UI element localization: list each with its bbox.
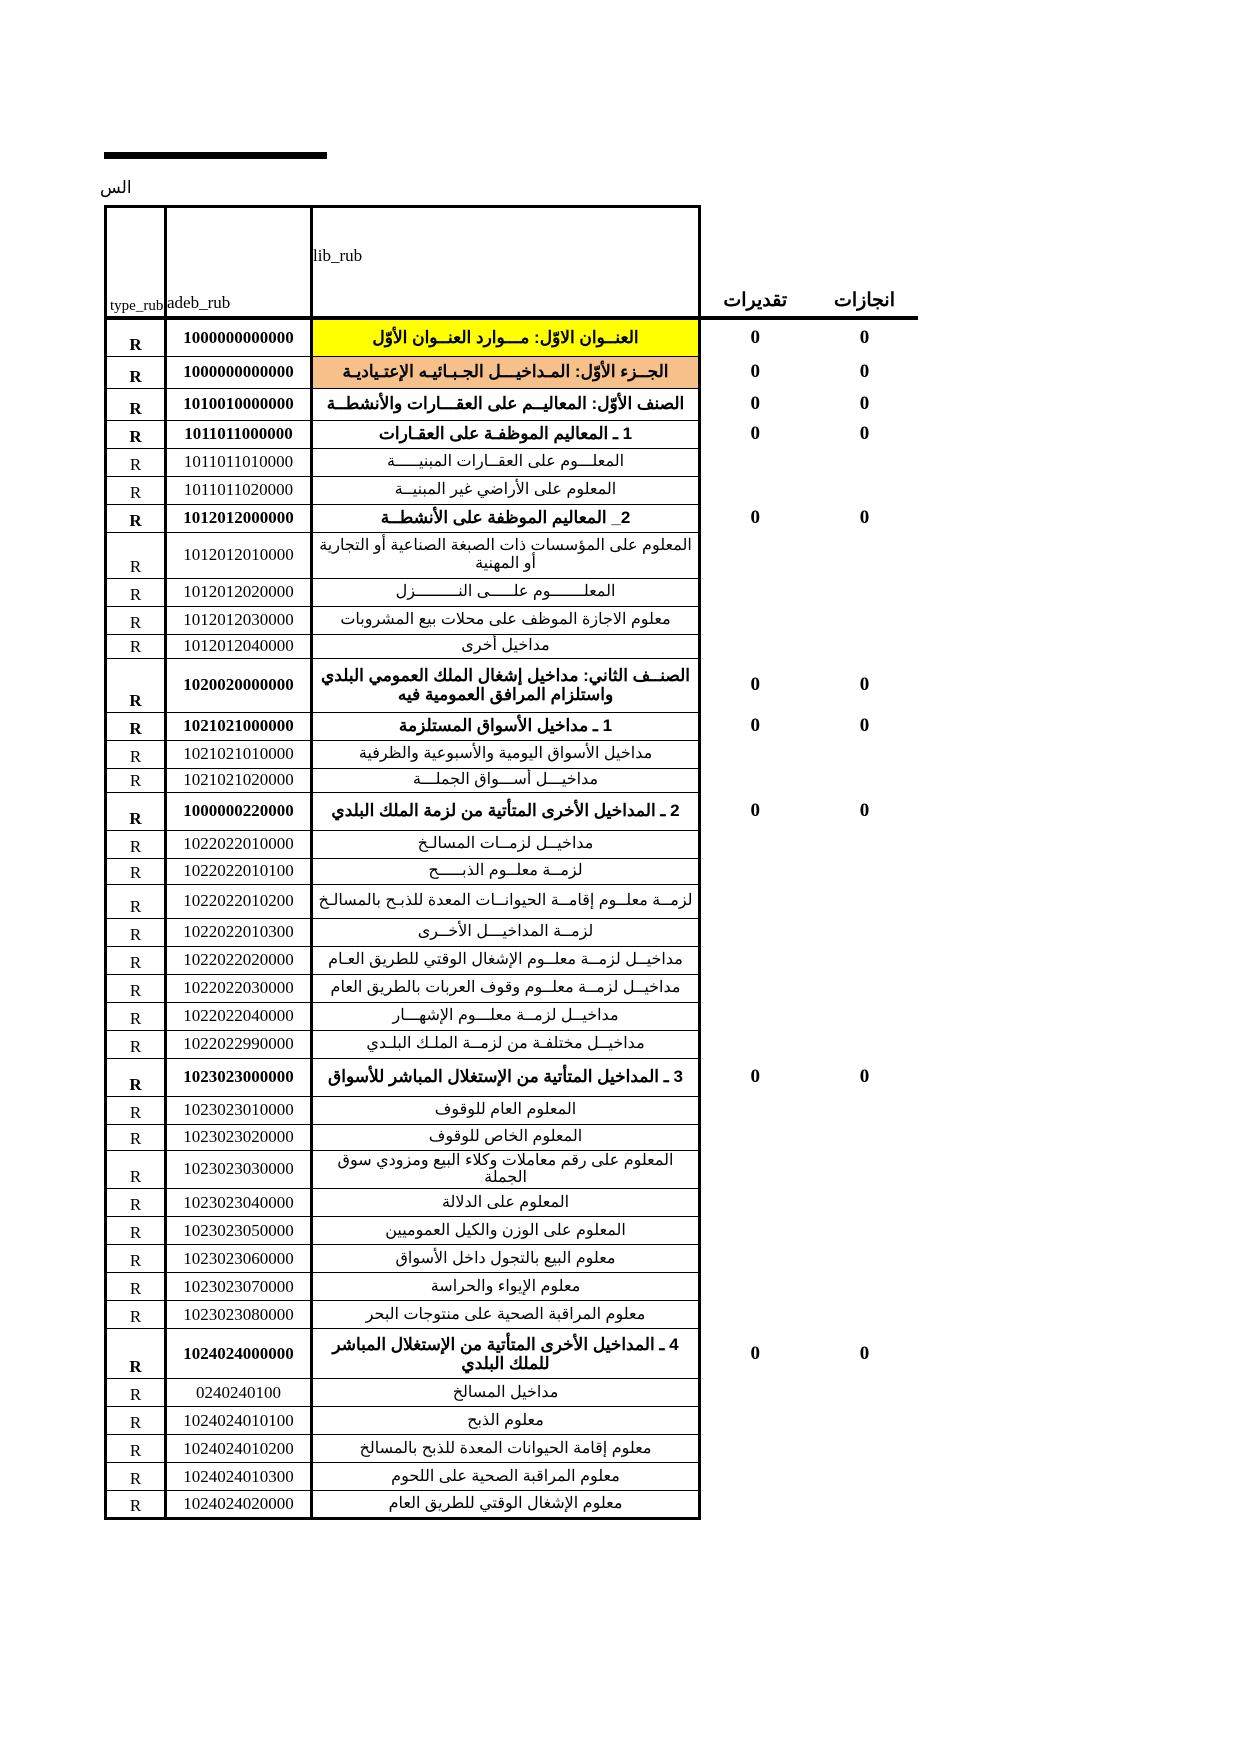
cell-adeb-rub[interactable]: 1022022010100 (166, 858, 312, 884)
table-row[interactable] (106, 740, 919, 768)
cell-taqdirat[interactable] (700, 1245, 810, 1273)
cell-anjazat[interactable]: 0 (859, 715, 870, 736)
cell-anjazat[interactable] (810, 606, 919, 634)
cell-adeb-rub[interactable]: 1024024010100 (166, 1407, 312, 1435)
table-row[interactable] (106, 1407, 919, 1435)
table-row[interactable] (106, 1379, 919, 1407)
cell-type-rub[interactable]: R (106, 1407, 166, 1435)
table-row[interactable] (106, 1329, 919, 1379)
cell-lib-rub[interactable]: معلوم إقامة الحيوانات المعدة للذبح بالمسالخ (312, 1435, 700, 1463)
cell-taqdirat[interactable] (700, 606, 810, 634)
cell-type-rub[interactable]: R (106, 830, 166, 858)
cell-taqdirat[interactable] (700, 1435, 810, 1463)
cell-taqdirat[interactable] (700, 884, 810, 918)
cell-taqdirat[interactable]: 0 (750, 674, 760, 695)
cell-anjazat[interactable] (810, 884, 919, 918)
cell-type-rub[interactable]: R (106, 884, 166, 918)
table-row[interactable] (106, 532, 919, 578)
cell-taqdirat[interactable]: 0 (750, 1066, 760, 1087)
cell-lib-rub[interactable]: الجــزء الأوّل: المـداخيـــل الجـبـائيـه الإعتـياديـة (312, 356, 700, 388)
cell-anjazat[interactable] (810, 1124, 919, 1150)
cell-anjazat[interactable] (810, 830, 919, 858)
cell-anjazat[interactable] (810, 1189, 919, 1217)
cell-lib-rub[interactable]: معلوم البيع بالتجول داخل الأسواق (312, 1245, 700, 1273)
cell-taqdirat[interactable] (700, 1217, 810, 1245)
cell-lib-rub[interactable]: 1 ـ المعاليم الموظفـة على العقـارات (312, 420, 700, 448)
cell-taqdirat[interactable]: 0 (750, 715, 760, 736)
cell-anjazat[interactable] (810, 1407, 919, 1435)
cell-lib-rub[interactable]: 4 ـ المداخيل الأخرى المتأتية من الإستغلال المباشر للملك البلدي (312, 1329, 700, 1379)
cell-adeb-rub[interactable]: 1022022010200 (166, 884, 312, 918)
cell-anjazat[interactable] (810, 532, 919, 578)
cell-lib-rub[interactable]: مداخيــل مختلفـة من لزمــة الملـك البلـدي (312, 1030, 700, 1058)
budget-sheet (104, 205, 918, 1520)
table-row[interactable] (106, 1435, 919, 1463)
cell-taqdirat[interactable] (700, 1463, 810, 1491)
cell-adeb-rub[interactable]: 1023023010000 (166, 1096, 312, 1124)
cell-anjazat[interactable]: 0 (859, 674, 870, 695)
cell-lib-rub[interactable]: معلوم الإيواء والحراسة (312, 1273, 700, 1301)
cell-lib-rub[interactable]: 1 ـ مداخيل الأسواق المستلزمة (312, 712, 700, 740)
cell-anjazat[interactable]: 0 (859, 327, 870, 348)
cell-lib-rub[interactable]: المعلوم على المؤسسات ذات الصبغة الصناعية أو التجارية أو المهنية (312, 532, 700, 578)
cell-anjazat[interactable] (810, 768, 919, 792)
cell-lib-rub[interactable]: المعلوم على الوزن والكيل العموميين (312, 1217, 700, 1245)
cell-lib-rub[interactable]: مداخيل أخرى (312, 634, 700, 658)
cell-taqdirat[interactable] (700, 578, 810, 606)
cell-adeb-rub[interactable]: 1012012010000 (166, 532, 312, 578)
cell-type-rub[interactable]: R (106, 1273, 166, 1301)
table-row[interactable] (106, 318, 919, 356)
cell-adeb-rub[interactable]: 1023023030000 (166, 1150, 312, 1189)
cell-type-rub[interactable]: R (106, 1329, 166, 1379)
cell-taqdirat[interactable]: 0 (750, 423, 760, 444)
cell-lib-rub[interactable]: مداخيــل لزمــة معلــوم وقوف العربات بالطريق العام (312, 974, 700, 1002)
column-header-lib-rub[interactable] (312, 207, 700, 319)
cell-taqdirat[interactable] (700, 532, 810, 578)
cell-lib-rub[interactable]: مداخيــل لزمــة معلـــوم الإشهـــار (312, 1002, 700, 1030)
cell-lib-rub[interactable]: معلوم الإشغال الوقتي للطريق العام (312, 1491, 700, 1519)
cell-lib-rub[interactable]: لزمــة معلــوم إقامــة الحيوانــات المعدة للذبـح بالمسالـخ (312, 884, 700, 918)
table-row[interactable] (106, 1463, 919, 1491)
cell-type-rub[interactable]: R (106, 1217, 166, 1245)
cell-taqdirat[interactable] (700, 1030, 810, 1058)
cell-type-rub[interactable]: R (106, 1150, 166, 1189)
cell-adeb-rub[interactable]: 1024024010300 (166, 1463, 312, 1491)
cell-anjazat[interactable] (810, 1030, 919, 1058)
table-row[interactable] (106, 1002, 919, 1030)
cell-taqdirat[interactable] (700, 858, 810, 884)
cell-adeb-rub[interactable]: 1024024000000 (166, 1329, 312, 1379)
cell-anjazat[interactable]: 0 (859, 361, 870, 382)
table-row[interactable] (106, 1030, 919, 1058)
cell-taqdirat[interactable] (700, 1124, 810, 1150)
cell-lib-rub[interactable]: معلوم المراقبة الصحية على اللحوم (312, 1463, 700, 1491)
header-row (106, 207, 919, 319)
cell-adeb-rub[interactable]: 1011011010000 (166, 448, 312, 476)
cell-anjazat[interactable] (810, 1435, 919, 1463)
cell-adeb-rub[interactable]: 1021021000000 (166, 712, 312, 740)
table-row[interactable] (106, 1217, 919, 1245)
cell-lib-rub[interactable]: معلوم الذبح (312, 1407, 700, 1435)
table-row[interactable] (106, 388, 919, 420)
cell-lib-rub[interactable]: مداخيــل لزمــة معلــوم الإشغال الوقتي للطريق العـام (312, 946, 700, 974)
cell-type-rub[interactable]: R (106, 1030, 166, 1058)
cell-taqdirat[interactable]: 0 (750, 507, 760, 528)
cell-lib-rub[interactable]: المعلـــوم على العقــارات المبنيـــــة (312, 448, 700, 476)
table-row[interactable] (106, 830, 919, 858)
cell-lib-rub[interactable]: 3 ـ المداخيل المتأتية من الإستغلال المباشر للأسواق (312, 1058, 700, 1096)
top-horizontal-rule (104, 152, 327, 159)
cell-type-rub[interactable]: R (106, 1058, 166, 1096)
cell-taqdirat[interactable]: 0 (750, 361, 760, 382)
cell-taqdirat[interactable] (700, 1002, 810, 1030)
cell-lib-rub[interactable]: المعلوم على الدلالة (312, 1189, 700, 1217)
cell-anjazat[interactable] (810, 1096, 919, 1124)
cell-adeb-rub[interactable]: 1010010000000 (166, 388, 312, 420)
cell-anjazat[interactable] (810, 1150, 919, 1189)
column-header-adeb-rub[interactable]: adeb_rub (166, 207, 312, 319)
cell-lib-rub[interactable]: 2_ المعاليم الموظفة على الأنشطــة (312, 504, 700, 532)
cell-lib-rub[interactable]: المعلـــــــوم علـــــى النـــــــــزل (312, 578, 700, 606)
cell-anjazat[interactable]: 0 (859, 1342, 870, 1364)
cell-taqdirat[interactable] (700, 1273, 810, 1301)
cell-adeb-rub[interactable]: 1024024010200 (166, 1435, 312, 1463)
cell-anjazat[interactable] (810, 946, 919, 974)
table-row[interactable] (106, 1124, 919, 1150)
cell-adeb-rub[interactable]: 1023023020000 (166, 1124, 312, 1150)
cell-lib-rub[interactable]: المعلوم الخاص للوقوف (312, 1124, 700, 1150)
cell-anjazat[interactable] (810, 740, 919, 768)
cell-type-rub[interactable]: R (106, 858, 166, 884)
cell-adeb-rub[interactable]: 1022022010000 (166, 830, 312, 858)
cell-lib-rub[interactable]: العنــوان الاوّل: مـــوارد العنــوان الأوّل (312, 318, 700, 356)
cell-taqdirat[interactable] (700, 1189, 810, 1217)
table-row[interactable] (106, 946, 919, 974)
cell-anjazat[interactable]: 0 (859, 1066, 870, 1087)
table-row[interactable] (106, 768, 919, 792)
table-header (106, 207, 919, 319)
cell-anjazat[interactable] (810, 1273, 919, 1301)
cell-taqdirat[interactable] (700, 740, 810, 768)
cell-type-rub[interactable]: R (106, 792, 166, 830)
cell-lib-rub[interactable]: المعلوم على الأراضي غير المبنيــة (312, 476, 700, 504)
table-row[interactable] (106, 1096, 919, 1124)
table-row[interactable] (106, 504, 919, 532)
table-row[interactable] (106, 858, 919, 884)
table-row[interactable] (106, 1491, 919, 1519)
cell-type-rub[interactable]: R (106, 712, 166, 740)
column-header-lib-rub-text: lib_rub (313, 246, 363, 265)
cell-type-rub[interactable]: R (106, 356, 166, 388)
cell-adeb-rub[interactable]: 1012012020000 (166, 578, 312, 606)
cell-lib-rub[interactable]: مداخيل المسالخ (312, 1379, 700, 1407)
cell-adeb-rub[interactable]: 1012012030000 (166, 606, 312, 634)
cell-taqdirat[interactable] (700, 830, 810, 858)
cell-anjazat[interactable]: 0 (859, 800, 870, 821)
cell-anjazat[interactable]: 0 (859, 423, 870, 444)
cell-anjazat[interactable] (810, 858, 919, 884)
cell-type-rub[interactable]: R (106, 476, 166, 504)
cell-taqdirat[interactable] (700, 1150, 810, 1189)
table-row[interactable] (106, 884, 919, 918)
cell-type-rub[interactable]: R (106, 974, 166, 1002)
cell-type-rub[interactable]: R (106, 634, 166, 658)
cell-adeb-rub[interactable]: 1022022030000 (166, 974, 312, 1002)
cell-type-rub[interactable]: R (106, 946, 166, 974)
cell-lib-rub[interactable]: المعلوم العام للوقوف (312, 1096, 700, 1124)
cell-type-rub[interactable]: R (106, 768, 166, 792)
cell-type-rub[interactable]: R (106, 1245, 166, 1273)
cell-anjazat[interactable] (810, 448, 919, 476)
cell-taqdirat[interactable]: 0 (750, 327, 760, 348)
cell-lib-rub[interactable]: مداخيـــل أســـواق الجملـــة (312, 768, 700, 792)
cell-anjazat[interactable] (810, 578, 919, 606)
table-row[interactable] (106, 658, 919, 712)
cell-adeb-rub[interactable]: 1011011020000 (166, 476, 312, 504)
cell-adeb-rub[interactable]: 1022022040000 (166, 1002, 312, 1030)
cell-lib-rub[interactable]: المعلوم على رقم معاملات وكلاء البيع ومزودي سوق الجملة (312, 1150, 700, 1189)
sheet-stray-label: الس (100, 178, 132, 197)
cell-anjazat[interactable] (810, 974, 919, 1002)
cell-taqdirat[interactable] (700, 1379, 810, 1407)
cell-anjazat[interactable] (810, 1463, 919, 1491)
table-row[interactable] (106, 356, 919, 388)
cell-anjazat[interactable] (810, 1301, 919, 1329)
cell-adeb-rub[interactable]: 1000000000000 (166, 318, 312, 356)
table-row[interactable] (106, 712, 919, 740)
cell-taqdirat[interactable] (700, 448, 810, 476)
column-header-taqdirat[interactable]: تقديرات (700, 207, 810, 319)
cell-anjazat[interactable] (810, 1002, 919, 1030)
cell-lib-rub[interactable]: لزمــة المداخيـــل الأخــرى (312, 918, 700, 946)
cell-taqdirat[interactable]: 0 (750, 393, 760, 414)
table-row[interactable] (106, 1245, 919, 1273)
cell-taqdirat[interactable] (700, 946, 810, 974)
cell-adeb-rub[interactable]: 1021021020000 (166, 768, 312, 792)
table-row[interactable] (106, 1150, 919, 1189)
cell-adeb-rub[interactable]: 1000000000000 (166, 356, 312, 388)
cell-type-rub[interactable]: R (106, 504, 166, 532)
cell-taqdirat[interactable] (700, 768, 810, 792)
table-row[interactable] (106, 1189, 919, 1217)
table-row[interactable] (106, 918, 919, 946)
table-row[interactable] (106, 420, 919, 448)
cell-type-rub[interactable]: R (106, 1124, 166, 1150)
cell-lib-rub[interactable]: 2 ـ المداخيل الأخرى المتأتية من لزمة الملك البلدي (312, 792, 700, 830)
cell-adeb-rub[interactable]: 1020020000000 (166, 658, 312, 712)
cell-type-rub[interactable]: R (106, 918, 166, 946)
cell-type-rub[interactable]: R (106, 1463, 166, 1491)
cell-type-rub[interactable]: R (106, 420, 166, 448)
table-row[interactable] (106, 792, 919, 830)
cell-anjazat[interactable] (810, 1379, 919, 1407)
cell-anjazat[interactable] (810, 634, 919, 658)
cell-adeb-rub[interactable]: 1022022020000 (166, 946, 312, 974)
cell-anjazat[interactable]: 0 (859, 507, 870, 528)
cell-taqdirat[interactable] (700, 1491, 810, 1519)
cell-lib-rub[interactable]: الصنف الأوّل: المعاليــم على العقـــارات والأنشطــة (312, 388, 700, 420)
cell-taqdirat[interactable] (700, 634, 810, 658)
table-row[interactable] (106, 1301, 919, 1329)
cell-taqdirat[interactable] (700, 974, 810, 1002)
cell-type-rub[interactable]: R (106, 740, 166, 768)
cell-anjazat[interactable] (810, 918, 919, 946)
cell-type-rub[interactable]: R (106, 532, 166, 578)
cell-taqdirat[interactable] (700, 1301, 810, 1329)
table-row[interactable] (106, 974, 919, 1002)
cell-taqdirat[interactable] (700, 476, 810, 504)
cell-type-rub[interactable]: R (106, 1491, 166, 1519)
table-row[interactable] (106, 606, 919, 634)
cell-taqdirat[interactable] (700, 1096, 810, 1124)
table-row[interactable] (106, 1273, 919, 1301)
cell-type-rub[interactable]: R (106, 1435, 166, 1463)
cell-adeb-rub[interactable]: 1021021010000 (166, 740, 312, 768)
cell-adeb-rub[interactable]: 1023023050000 (166, 1217, 312, 1245)
table-row[interactable] (106, 476, 919, 504)
cell-anjazat[interactable]: 0 (859, 393, 870, 414)
cell-type-rub[interactable]: R (106, 658, 166, 712)
table-row[interactable] (106, 634, 919, 658)
cell-type-rub[interactable]: R (106, 1096, 166, 1124)
cell-lib-rub[interactable]: لزمــة معلــوم الذبـــــح (312, 858, 700, 884)
cell-type-rub[interactable]: R (106, 1002, 166, 1030)
cell-lib-rub[interactable]: مداخيل الأسواق اليومية والأسبوعية والظرفية (312, 740, 700, 768)
cell-anjazat[interactable] (810, 1217, 919, 1245)
cell-anjazat[interactable] (810, 1491, 919, 1519)
table-body (106, 318, 919, 1519)
cell-anjazat[interactable] (810, 1245, 919, 1273)
cell-adeb-rub[interactable]: 0240240100 (166, 1379, 312, 1407)
cell-adeb-rub[interactable]: 1024024020000 (166, 1491, 312, 1519)
column-header-anjazat[interactable]: انجازات (810, 207, 919, 319)
cell-adeb-rub[interactable]: 1000000220000 (166, 792, 312, 830)
cell-adeb-rub[interactable]: 1011011000000 (166, 420, 312, 448)
budget-table (104, 205, 918, 1520)
cell-type-rub[interactable]: R (106, 1301, 166, 1329)
cell-type-rub[interactable]: R (106, 606, 166, 634)
cell-taqdirat[interactable] (700, 1407, 810, 1435)
table-row[interactable] (106, 578, 919, 606)
cell-type-rub[interactable]: R (106, 388, 166, 420)
cell-adeb-rub[interactable]: 1023023070000 (166, 1273, 312, 1301)
cell-type-rub[interactable]: R (106, 578, 166, 606)
cell-type-rub[interactable]: R (106, 318, 166, 356)
cell-type-rub[interactable]: R (106, 1189, 166, 1217)
cell-type-rub[interactable]: R (106, 448, 166, 476)
cell-type-rub[interactable]: R (106, 1379, 166, 1407)
cell-adeb-rub[interactable]: 1023023040000 (166, 1189, 312, 1217)
cell-taqdirat[interactable]: 0 (750, 800, 760, 821)
cell-lib-rub[interactable]: معلوم المراقبة الصحية على منتوجات البحر (312, 1301, 700, 1329)
cell-adeb-rub[interactable]: 1012012000000 (166, 504, 312, 532)
cell-adeb-rub[interactable]: 1023023060000 (166, 1245, 312, 1273)
cell-adeb-rub[interactable]: 1023023080000 (166, 1301, 312, 1329)
column-header-type-rub[interactable]: type_rub (106, 207, 166, 319)
cell-adeb-rub[interactable]: 1022022010300 (166, 918, 312, 946)
cell-adeb-rub[interactable]: 1023023000000 (166, 1058, 312, 1096)
table-row[interactable] (106, 448, 919, 476)
cell-taqdirat[interactable] (700, 918, 810, 946)
cell-lib-rub[interactable]: مداخيــل لزمــات المسالـخ (312, 830, 700, 858)
cell-taqdirat[interactable]: 0 (750, 1342, 760, 1364)
cell-lib-rub[interactable]: الصنــف الثاني: مداخيل إشغال الملك العمومي البلدي واستلزام المرافق العمومية فيه (312, 658, 700, 712)
table-row[interactable] (106, 1058, 919, 1096)
cell-lib-rub[interactable]: معلوم الاجازة الموظف على محلات بيع المشروبات (312, 606, 700, 634)
cell-adeb-rub[interactable]: 1012012040000 (166, 634, 312, 658)
cell-anjazat[interactable] (810, 476, 919, 504)
cell-adeb-rub[interactable]: 1022022990000 (166, 1030, 312, 1058)
